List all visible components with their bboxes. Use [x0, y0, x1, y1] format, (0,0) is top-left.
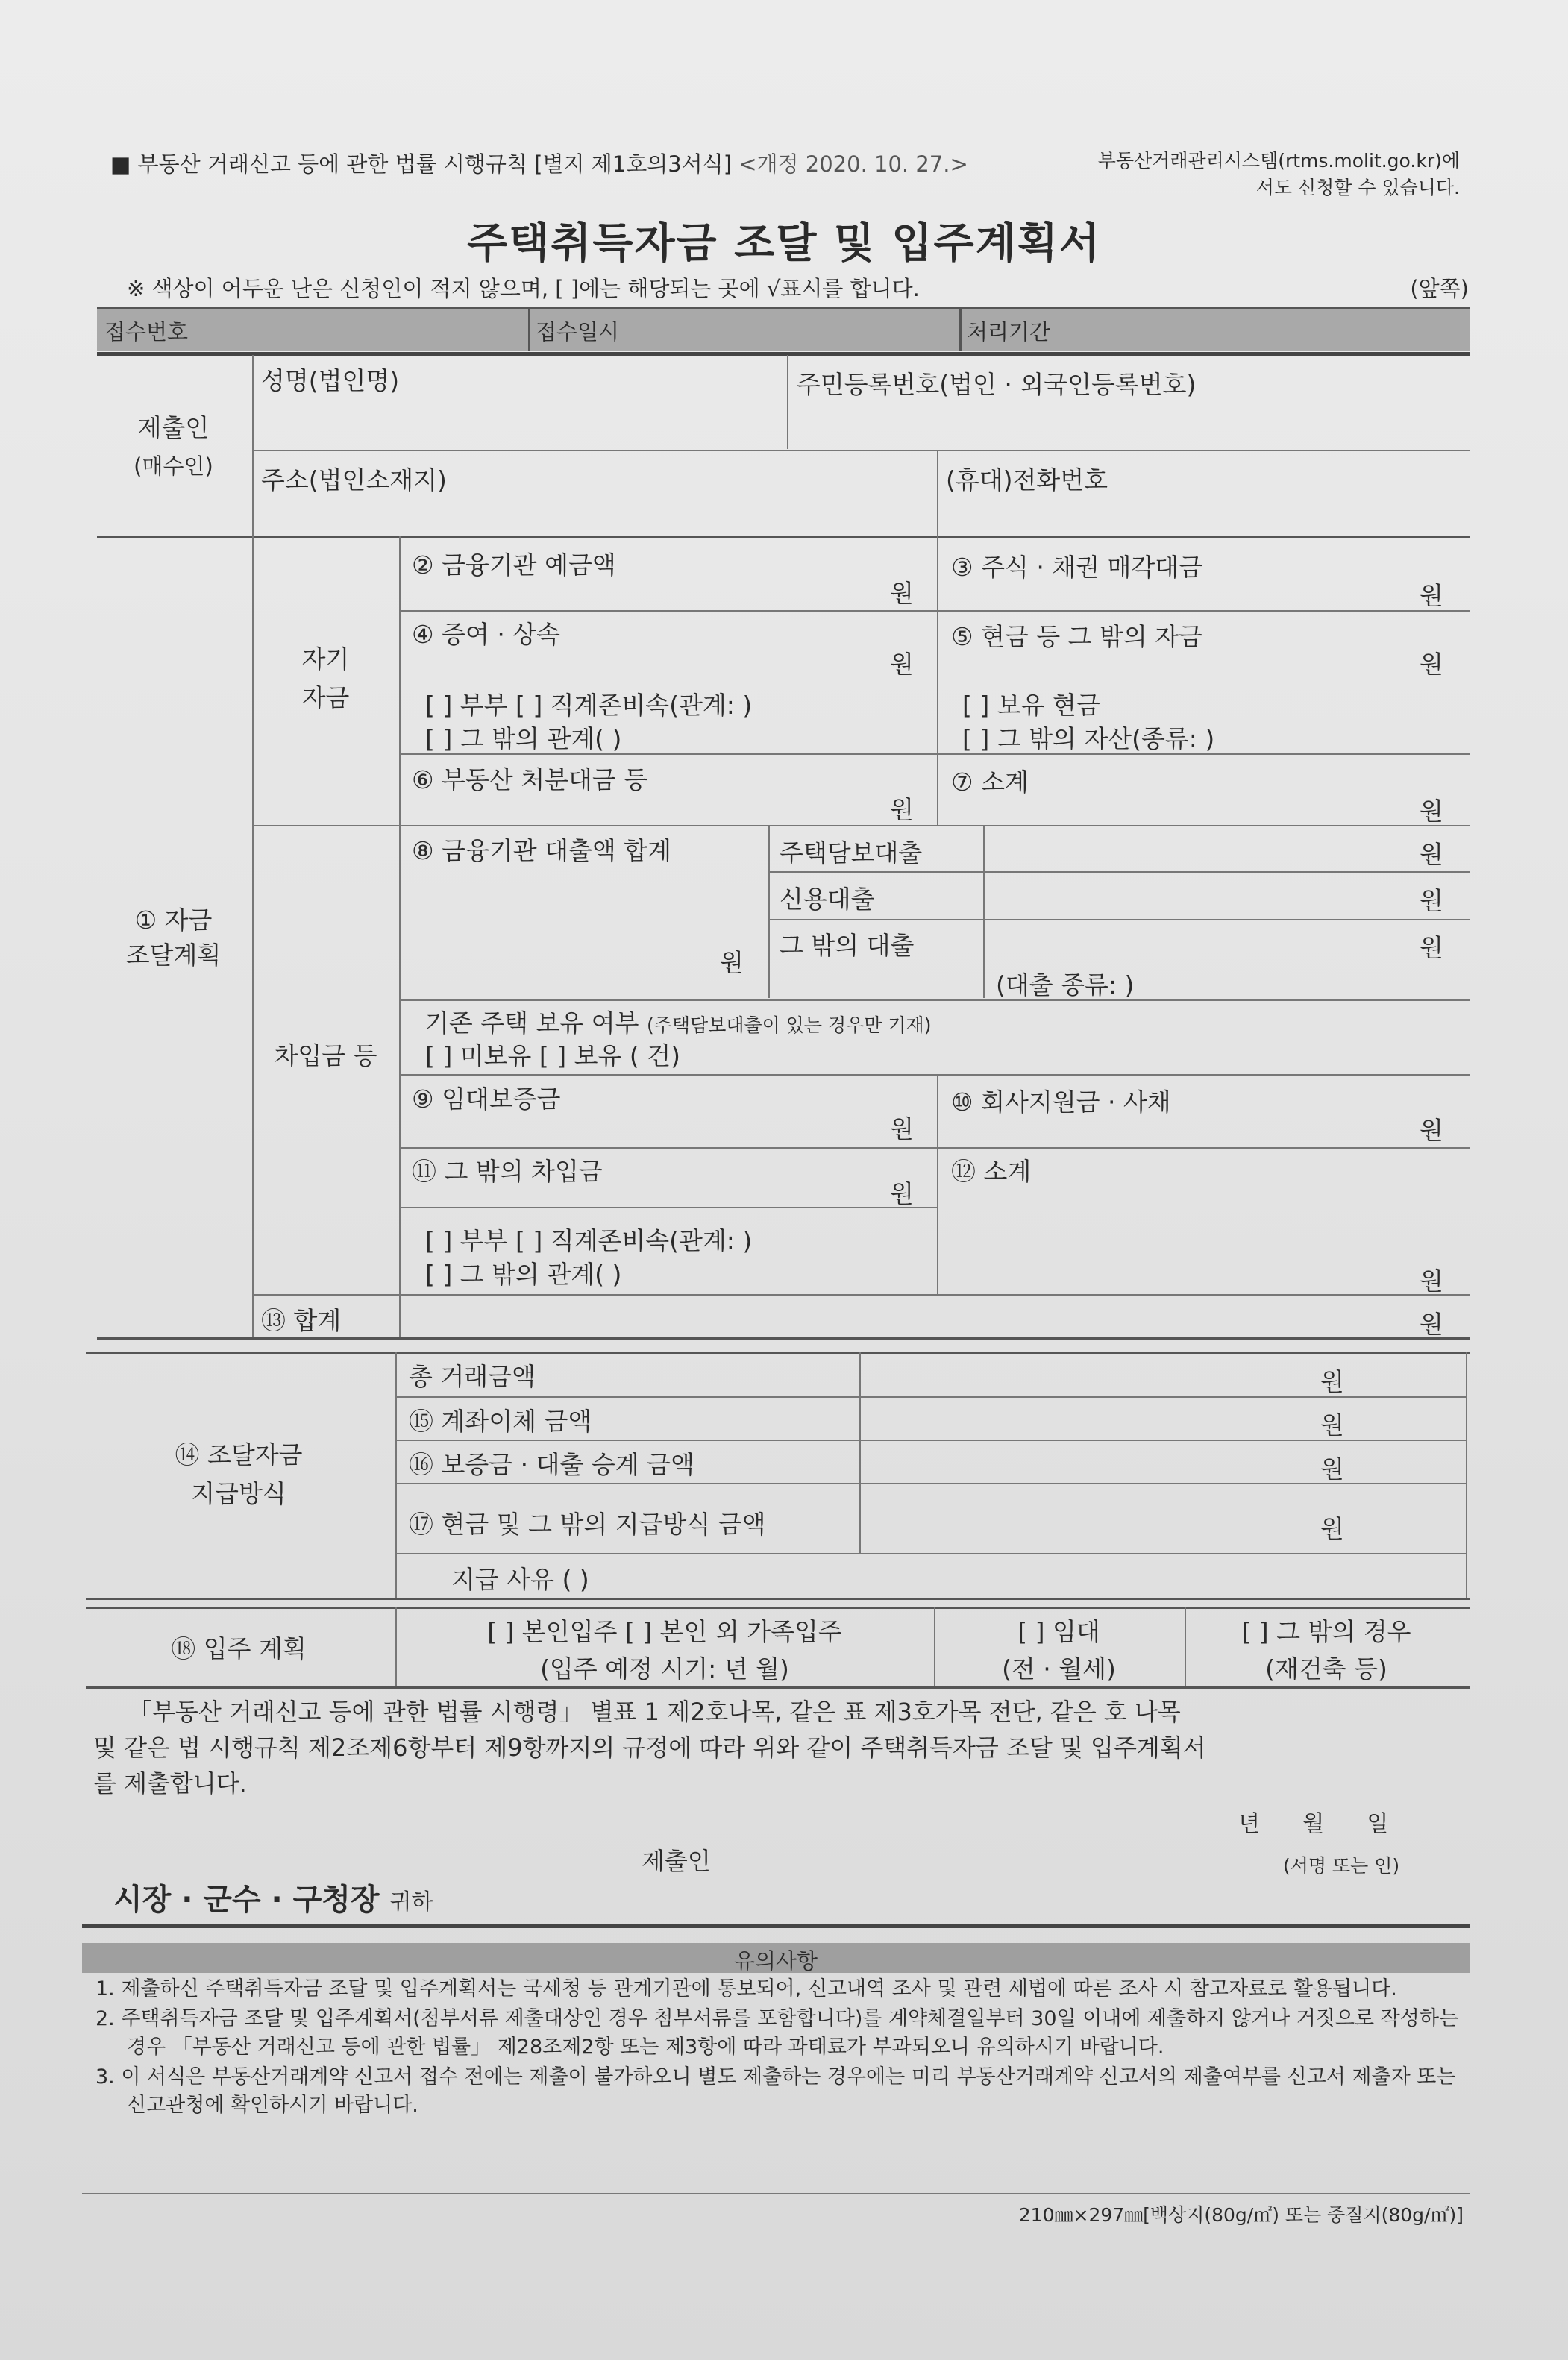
own-subtotal-field[interactable]: ⑦ 소계 — [951, 768, 1029, 797]
lease-type-label: (전 · 월세) — [1002, 1654, 1116, 1683]
unit-won: 원 — [1420, 650, 1443, 679]
online-system-note — [1042, 148, 1460, 201]
note-item: 1. 제출하신 주택취득자금 조달 및 입주계획서는 국세청 등 관계기관에 통보되어, 신고내역 조사 및 관련 세법에 따른 조사 시 참고자료로 활용됩니다. — [95, 1977, 1397, 2000]
other-asset-checkbox[interactable]: [ ] 그 밖의 자산(종류: ) — [962, 724, 1215, 753]
form-title: 주택취득자금 조달 및 입주계획서 — [467, 219, 1101, 268]
funding-plan-label: ① 자금 조달계획 — [125, 906, 222, 970]
phone-field[interactable]: (휴대)전화번호 — [946, 465, 1108, 495]
signature-field[interactable]: (서명 또는 인) — [1283, 1855, 1400, 1877]
other-case-checkbox[interactable]: [ ] 그 밖의 경우 — [1241, 1617, 1411, 1646]
notes-heading: 유의사항 — [733, 1948, 818, 1974]
bank-transfer-field[interactable]: ⑮ 계좌이체 금액 — [409, 1407, 592, 1436]
property-sale-field[interactable]: ⑥ 부동산 처분대금 등 — [412, 765, 648, 794]
unit-won: 원 — [1320, 1454, 1344, 1484]
submitter-label: 제출인 — [137, 413, 210, 442]
company-support-field[interactable]: ⑩ 회사지원금 · 사채 — [951, 1088, 1171, 1117]
lease-deposit-field[interactable]: ⑨ 임대보증금 — [412, 1085, 561, 1114]
unit-won: 원 — [1420, 1310, 1443, 1339]
cash-other-field[interactable]: ⑤ 현금 등 그 밖의 자금 — [951, 622, 1203, 651]
mortgage-loan-label: 주택담보대출 — [780, 838, 923, 867]
unit-won: 원 — [890, 795, 914, 824]
front-side-label: (앞쪽) — [1410, 276, 1469, 301]
existing-house-label: 기존 주택 보유 여부 (주택담보대출이 있는 경우만 기재) — [425, 1008, 932, 1038]
unit-won: 원 — [1420, 797, 1443, 826]
other-borrowing-field[interactable]: ⑪ 그 밖의 차입금 — [412, 1157, 603, 1186]
system-line-1: 부동산거래관리시스템(rtms.molit.go.kr)에 — [1097, 150, 1460, 172]
unit-won: 원 — [890, 579, 914, 608]
unit-won: 원 — [1420, 840, 1443, 869]
borrow-other-relation-checkbox[interactable]: [ ] 그 밖의 관계( ) — [425, 1260, 622, 1289]
own-funds-label: 자기 자금 — [301, 644, 350, 712]
gift-inheritance-field[interactable]: ④ 증여 · 상속 — [412, 620, 561, 649]
notes-list — [95, 1975, 1461, 2121]
law-reference — [110, 148, 968, 178]
resident-number-field[interactable]: 주민등록번호(법인 · 외국인등록번호) — [797, 370, 1197, 399]
revision-date: <개정 2020. 10. 27.> — [738, 151, 968, 177]
cash-payment-field[interactable]: ⑰ 현금 및 그 밖의 지급방식 금액 — [409, 1510, 766, 1539]
unit-won: 원 — [1420, 1116, 1443, 1145]
declaration-line-1: 「부동산 거래신고 등에 관한 법률 시행령」 별표 1 제2호나목, 같은 표 제3호가목 전단, 같은 호 나목 — [128, 1698, 1181, 1726]
recipient-label: 시장 · 군수 · 구청장 귀하 — [113, 1883, 433, 1917]
law-line: ■ 부동산 거래신고 등에 관한 법률 시행규칙 [별지 제1호의3서식] — [110, 151, 739, 177]
unit-won: 원 — [890, 1179, 914, 1208]
borrowed-funds-label: 차입금 등 — [274, 1041, 377, 1070]
credit-loan-label: 신용대출 — [780, 885, 875, 914]
receipt-number-label: 접수번호 — [104, 319, 189, 345]
unit-won: 원 — [1320, 1410, 1344, 1440]
payment-method-label: ⑭ 조달자금 지급방식 — [175, 1440, 303, 1508]
move-in-plan-label: ⑱ 입주 계획 — [171, 1634, 307, 1663]
cash-held-checkbox[interactable]: [ ] 보유 현금 — [962, 691, 1100, 720]
receipt-date-label: 접수일시 — [536, 319, 620, 345]
name-field[interactable]: 성명(법인명) — [261, 366, 400, 395]
deposit-amount-field[interactable]: ② 금융기관 예금액 — [412, 550, 616, 580]
submitter-sublabel: (매수인) — [134, 454, 213, 479]
self-move-in-checkbox[interactable]: [ ] 본인입주 [ ] 본인 외 가족입주 — [487, 1617, 842, 1646]
total-label: ⑬ 합계 — [261, 1306, 342, 1335]
unit-won: 원 — [890, 1114, 914, 1143]
unit-won: 원 — [1420, 1267, 1443, 1296]
declaration-line-3: 를 제출합니다. — [93, 1769, 247, 1798]
unit-won: 원 — [1420, 886, 1443, 915]
unit-won: 원 — [720, 948, 744, 977]
note-item: 2. 주택취득자금 조달 및 입주계획서(첨부서류 제출대상인 경우 첨부서류를 포함합니다)를 계약체결일부터 30일 이내에 제출하지 않거나 거짓으로 작성하는 경우 「부동산 거래신고 등에 관한 법률」 제28조제2항 또는 제3항에 따라 과태료가 부과되오니 유의하시기 바랍니다. — [95, 2007, 1459, 2059]
unit-won: 원 — [1320, 1514, 1344, 1543]
total-price-field[interactable]: 총 거래금액 — [409, 1362, 536, 1391]
move-in-date-field[interactable]: (입주 예정 시기: 년 월) — [540, 1654, 789, 1683]
assumed-loan-field[interactable]: ⑯ 보증금 · 대출 승계 금액 — [409, 1450, 694, 1479]
note-item: 3. 이 서식은 부동산거래계약 신고서 접수 전에는 제출이 불가하오니 별도 제출하는 경우에는 미리 부동산거래계약 신고서의 제출여부를 신고서 제출자 또는 신고관청에 확인하시기 바랍니다. — [95, 2065, 1456, 2117]
stock-sale-field[interactable]: ③ 주식 · 채권 매각대금 — [951, 553, 1203, 582]
payment-reason-field[interactable]: 지급 사유 ( ) — [451, 1565, 589, 1594]
borrow-relation-checkbox[interactable]: [ ] 부부 [ ] 직계존비속(관계: ) — [425, 1226, 753, 1255]
gift-relation-checkbox[interactable]: [ ] 부부 [ ] 직계존비속(관계: ) — [425, 691, 753, 720]
unit-won: 원 — [1420, 933, 1443, 962]
gift-other-relation-checkbox[interactable]: [ ] 그 밖의 관계( ) — [425, 724, 622, 753]
submission-date-field[interactable]: 년 월 일 — [1238, 1811, 1389, 1837]
declaration-line-2: 및 같은 법 시행규칙 제2조제6항부터 제9항까지의 규정에 따라 위와 같이 주택취득자금 조달 및 입주계획서 — [93, 1733, 1206, 1762]
system-line-2: 서도 신청할 수 있습니다. — [1255, 177, 1460, 198]
processing-period-label: 처리기간 — [967, 319, 1051, 345]
other-loan-label: 그 밖의 대출 — [780, 931, 915, 960]
other-case-example: (재건축 등) — [1265, 1654, 1387, 1683]
loan-type-field[interactable]: (대출 종류: ) — [996, 970, 1135, 999]
receipt-row — [97, 308, 1470, 351]
borrow-subtotal-field[interactable]: ⑫ 소계 — [951, 1157, 1032, 1186]
instruction-note: ※ 색상이 어두운 난은 신청인이 적지 않으며, [ ]에는 해당되는 곳에 √표시를 합니다. — [127, 276, 920, 301]
existing-house-checkbox[interactable]: [ ] 미보유 [ ] 보유 ( 건) — [425, 1041, 680, 1070]
lease-checkbox[interactable]: [ ] 임대 — [1017, 1617, 1100, 1646]
submitter-signature-label: 제출인 — [642, 1847, 711, 1875]
unit-won: 원 — [1320, 1367, 1344, 1396]
paper-spec: 210㎜×297㎜[백상지(80g/㎡) 또는 중질지(80g/㎡)] — [1018, 2204, 1464, 2226]
address-field[interactable]: 주소(법인소재지) — [261, 465, 447, 495]
unit-won: 원 — [1420, 581, 1443, 610]
loan-total-field[interactable]: ⑧ 금융기관 대출액 합계 — [412, 836, 671, 865]
unit-won: 원 — [890, 650, 914, 679]
